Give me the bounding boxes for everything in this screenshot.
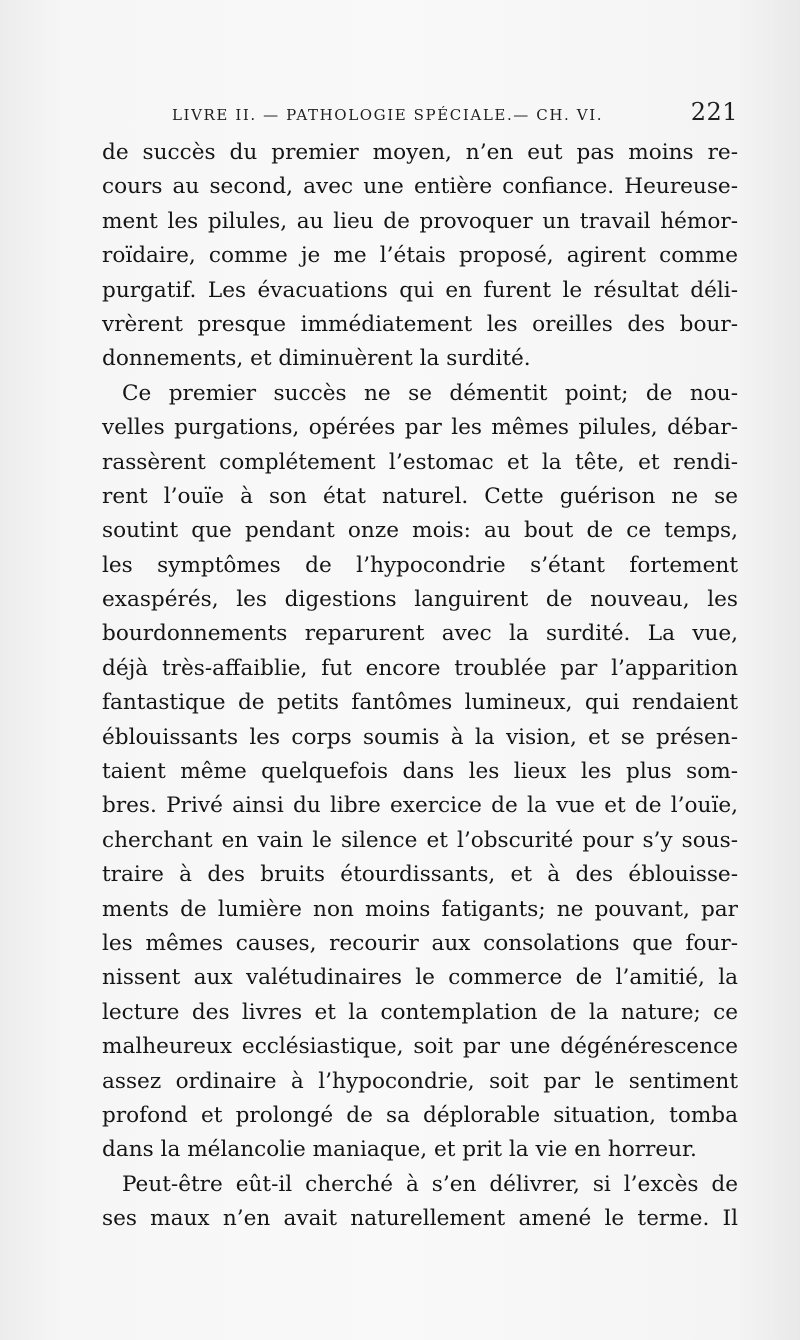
paragraph-start-line: Peut-être eût-il cherché à s’en délivrer, si l’excès de [122,1171,738,1197]
text-line: lecture des livres et la contemplation de la nature; ce [102,999,738,1025]
text-line: velles purgations, opérées par les mêmes pilules, débar- [102,415,738,441]
text-line: fantastique de petits fantômes lumineux, qui rendaient [102,690,738,716]
text-line: soutint que pendant onze mois: au bout de ce temps, [102,518,738,544]
text-line: les mêmes causes, recourir aux consolations que four- [102,930,738,956]
text-line: roïdaire, comme je me l’étais proposé, agirent comme [102,243,738,269]
text-line: donnements, et diminuèrent la surdité. [102,346,531,372]
text-line: traire à des bruits étourdissants, et à des éblouisse- [102,862,738,888]
text-line: purgatif. Les évacuations qui en furent le résultat déli- [102,277,738,303]
page-number: 221 [690,98,738,126]
text-line: éblouissants les corps soumis à la vision, et se présen- [102,724,738,750]
page-header [172,98,738,132]
text-line: cherchant en vain le silence et l’obscurité pour s’y sous- [102,827,738,853]
paragraph-start-line: Ce premier succès ne se démentit point; de nou- [122,380,738,406]
body-text [102,136,738,1237]
text-line: déjà très-affaiblie, fut encore troublée par l’apparition [102,655,738,681]
text-line: cours au second, avec une entière confiance. Heureuse- [102,174,738,200]
text-line: bourdonnements reparurent avec la surdité. La vue, [102,621,738,647]
text-line: malheureux ecclésiastique, soit par une dégénérescence [102,1034,738,1060]
running-head: LIVRE II. — PATHOLOGIE SPÉCIALE.— CH. VI. [172,106,604,124]
text-line: vrèrent presque immédiatement les oreilles des bour- [102,311,738,337]
text-line: rent l’ouïe à son état naturel. Cette guérison ne se [102,483,738,509]
text-line: profond et prolongé de sa déplorable situation, tomba [102,1102,738,1128]
text-line: taient même quelquefois dans les lieux les plus som- [102,759,738,785]
text-line: de succès du premier moyen, n’en eut pas moins re- [102,140,738,165]
text-line: exaspérés, les digestions languirent de nouveau, les [102,587,738,613]
text-line: ment les pilules, au lieu de provoquer un travail hémor- [102,208,738,234]
text-line: les symptômes de l’hypocondrie s’étant fortement [102,552,738,578]
text-line: bres. Privé ainsi du libre exercice de la vue et de l’ouïe, [102,793,738,819]
text-line: ses maux n’en avait naturellement amené le terme. Il [102,1206,738,1232]
text-line: assez ordinaire à l’hypocondrie, soit par le sentiment [102,1068,738,1094]
text-line: ments de lumière non moins fatigants; ne pouvant, par [102,896,738,922]
text-line: nissent aux valétudinaires le commerce de l’amitié, la [102,965,738,991]
text-line: rassèrent complétement l’estomac et la tête, et rendi- [102,449,738,475]
text-line: dans la mélancolie maniaque, et prit la vie en horreur. [102,1137,697,1163]
